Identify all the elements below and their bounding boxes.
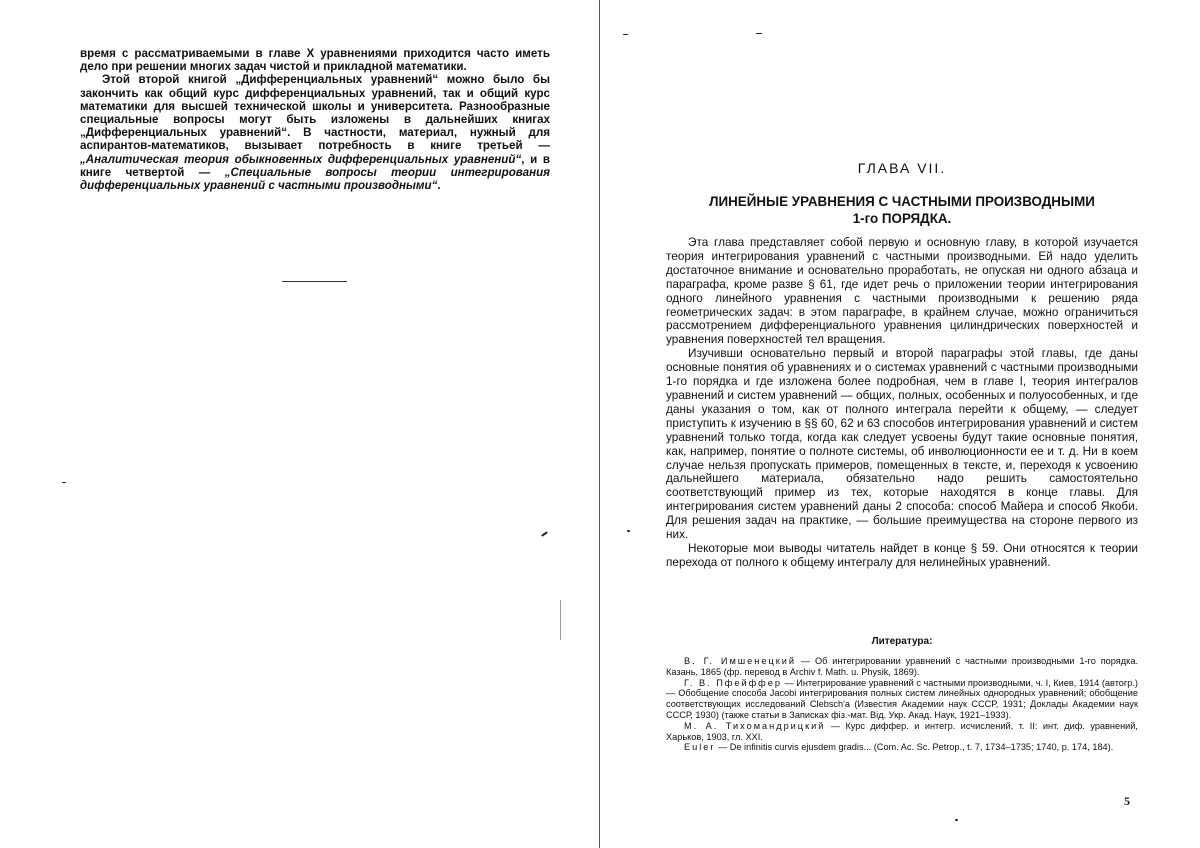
body-paragraph-1: Эта глава представляет собой первую и основную главу, в которой изучается теория интегрирования уравнений с частными производными. Ей надо уделить достаточное внимание и основательно проработать, не опуская ни одного абзаца и параграфа, кроме разве § 61, где идет речь о приложении теории интегрирования одного линейного уравнения с частными производными к решению ряда геометрических задач: в этом параграфе, в крайнем случае, можно ограничиться рассмотрением дифференциального уравнения цилиндрических поверхностей и уравнения поверхностей тел вращения. <box>666 235 1138 347</box>
book-title-special-questions: „Специальные вопросы теории интегрирования дифференциальных уравнений с частными производными“ <box>80 165 550 193</box>
references-list <box>666 656 1138 753</box>
chapter-title-line-2: 1-го ПОРЯДКА. <box>852 211 952 226</box>
body-paragraph-2: Изучивши основательно первый и второй параграфы этой главы, где даны основные понятия об уравнениях и о системах уравнений с частными производными 1-го порядка и где изложена более подробная, чем в главе I, теория интегралов уравнений и систем уравнений — общих, полных, особенных и полуособенных, и где даны указания о том, как от полного интеграла перейти к общему, — следует приступить к изучению в §§ 60, 62 и 63 способов интегрирования уравнений и систем уравнений только тогда, когда как следует усвоены будут такие основные понятия, как, например, понятие о полноте системы, об инволюционности ее и т. д. Ни в коем случае нельзя пропускать примеров, помещенных в тексте, и, переходя к усвоению дальнейшего материала, обязательно надо решить самостоятельно соответствующий пример из тех, которые находятся в конце главы. Для интегрирования систем уравнений даны 2 способа: способ Майера и способ Якоби. Для решения задач на практике, — большие преимущества на стороне первого из них. <box>666 346 1138 542</box>
scan-speck <box>955 819 958 821</box>
spine-divider <box>599 0 600 848</box>
scan-speck <box>756 33 762 34</box>
chapter-body <box>666 236 1138 570</box>
scan-speck <box>560 600 561 640</box>
scan-speck <box>62 482 66 483</box>
reference-text: — De infinitis curvis ejusdem gradis... (Com. Ac. Sc. Petrop., t. 7, 1734–1735; 1740, p. 174, 184). <box>718 742 1114 753</box>
reference-author: Г. В. Пфейффер <box>684 677 782 688</box>
reference-item <box>666 656 1138 678</box>
left-page-text <box>80 47 550 192</box>
reference-text: — Интегрирование уравнений с частными производными, ч. I, Киев, 1914 (автогр.) — Обобщение способа Jacobi интегрирования полных систем линейных однородных уравнений; обобщение соответствующих исследований Clebsch'a (Известия Академии наук СССР, 1931; Доклады Академии наук СССР, 1930) (также статьи в Записках фіз.-мат. Від. Укр. Акад. Наук, 1921–1933). <box>666 677 1138 720</box>
section-end-rule <box>282 281 347 282</box>
page-number: 5 <box>1124 794 1130 808</box>
reference-author: В. Г. Имшенецкий <box>684 656 796 666</box>
left-paragraph-1: время с рассматриваемыми в главе X уравнениями приходится часто иметь дело при решении многих задач чистой и прикладной математики. <box>80 47 550 74</box>
chapter-title <box>666 193 1138 227</box>
reference-author: М. А. Тихомандрицкий <box>684 720 826 731</box>
reference-author: Euler <box>684 742 716 753</box>
reference-text: — Об интегрировании уравнений с частными производными 1-го порядка. Казань, 1865 (фр. перевод в Archiv f. Math. u. Physik, 1869). <box>666 656 1139 677</box>
scan-speck <box>627 530 630 532</box>
chapter-label: ГЛАВА VII. <box>857 160 947 176</box>
reference-item <box>666 742 1138 753</box>
body-paragraph-3: Некоторые мои выводы читатель найдет в конце § 59. Они относятся к теории перехода от полного к общему интегралу для нелинейных уравнений. <box>666 540 1138 569</box>
left-paragraph-2-tail: . <box>437 179 441 193</box>
literature-heading: Литература: <box>871 636 933 647</box>
left-paragraph-2-text: Этой второй книгой „Дифференциальных уравнений“ можно было бы закончить как общий курс дифференциальных уравнений, так и общий курс математики для высшей технической школы и университета. Разнообразные специальные вопросы могут быть изложены в дальнейших книгах „Дифференциальных уравнений“. В частности, материал, нужный для аспирантов-математиков, вызывает потребность в книге третьей — <box>80 73 550 153</box>
book-title-analytic-theory: „Аналитическая теория обыкновенных дифференциальных уравнений“ <box>80 152 522 166</box>
scan-speck <box>623 34 628 35</box>
reference-item <box>666 721 1138 743</box>
left-paragraph-2 <box>80 73 550 192</box>
reference-text: — Курс диффер. и интегр. исчислений, т. II: инт. диф. уравнений, Харьков, 1903, гл. XXI. <box>666 720 1138 742</box>
left-paragraph-2-connector: , и в книге четвертой — <box>80 152 551 179</box>
reference-item <box>666 678 1138 721</box>
scan-speck <box>541 531 548 537</box>
chapter-title-line-1: ЛИНЕЙНЫЕ УРАВНЕНИЯ С ЧАСТНЫМИ ПРОИЗВОДНЫМИ <box>709 194 1095 209</box>
